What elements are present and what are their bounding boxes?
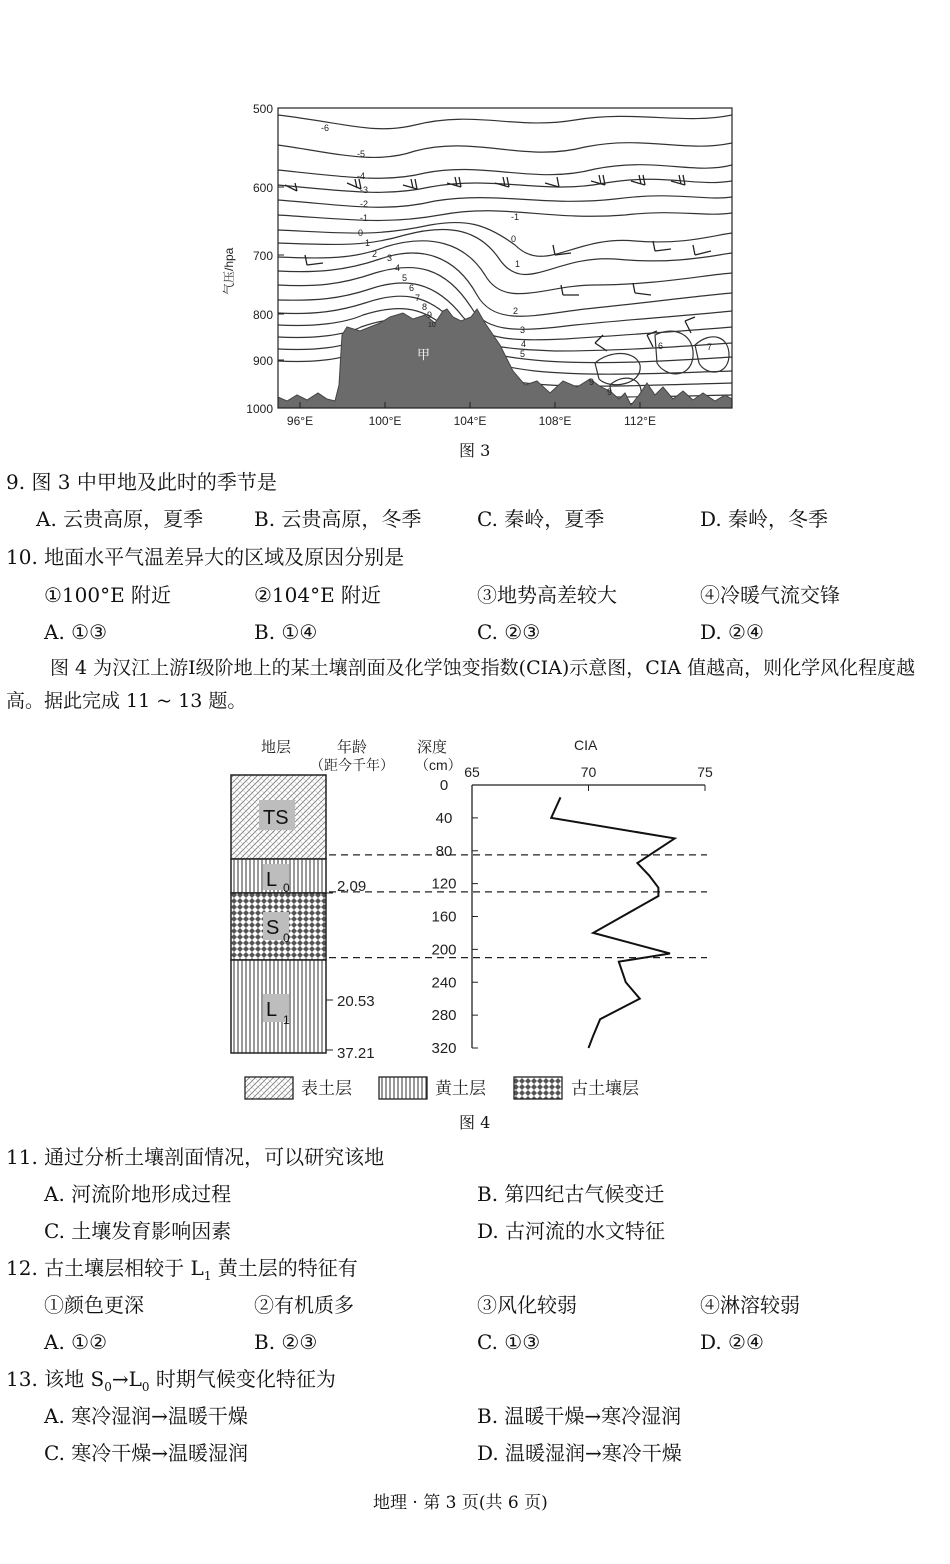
- q11-option-d[interactable]: D. 古河流的水文特征: [477, 1219, 666, 1243]
- contour-label: 8: [422, 302, 428, 312]
- y-tick-label: 600: [252, 181, 273, 195]
- x-tick-label: 100°E: [368, 414, 402, 428]
- contour-label: 9: [607, 387, 613, 397]
- age-label: 20.53: [337, 993, 375, 1010]
- contour-label: 9: [427, 310, 433, 320]
- x-tick-label: 112°E: [624, 414, 656, 428]
- y-tick-label: 700: [252, 249, 273, 263]
- depth-tick-label: 280: [431, 1007, 457, 1025]
- q11-option-a[interactable]: A. 河流阶地形成过程: [44, 1182, 232, 1206]
- contour-label: -5: [357, 149, 366, 159]
- legend-swatch-loess: [379, 1077, 427, 1099]
- figure-4: [225, 730, 720, 1130]
- q11-option-b[interactable]: B. 第四纪古气候变迁: [477, 1182, 665, 1206]
- layer-l1-label: L: [266, 999, 278, 1021]
- terrain-label: 甲: [417, 347, 431, 362]
- q10-item-4: ④冷暖气流交锋: [700, 583, 840, 607]
- contour-label: 6: [658, 341, 664, 351]
- q10-option-a[interactable]: A. ①③: [44, 620, 108, 644]
- q9-option-d[interactable]: D. 秦岭，冬季: [700, 507, 829, 531]
- contour-label: 1: [365, 238, 371, 248]
- contour-label: 0: [511, 234, 517, 244]
- col-header-depth: 深度: [417, 739, 448, 756]
- contour-label: 0: [358, 228, 364, 238]
- contour-label: 2: [513, 306, 519, 316]
- q9-option-b[interactable]: B. 云贵高原，冬季: [254, 507, 422, 531]
- layer-l1-subscript: 1: [283, 1013, 290, 1027]
- depth-tick-label: 0: [439, 777, 449, 794]
- depth-tick-label: 40: [435, 809, 453, 827]
- x-tick-label: 96°E: [286, 414, 314, 428]
- depth-axis-ticks: [472, 785, 478, 1048]
- depth-axis-tick-labels: [431, 777, 456, 1057]
- y-tick-label: 500: [252, 102, 273, 116]
- depth-tick-label: 80: [435, 842, 453, 860]
- contour-label: 10: [428, 322, 436, 329]
- q13-option-d[interactable]: D. 温暖湿润→寒冷干燥: [477, 1441, 682, 1465]
- q12-option-b[interactable]: B. ②③: [254, 1330, 318, 1354]
- cia-axis-title: CIA: [574, 737, 598, 753]
- figure-3-caption: 图 3: [459, 441, 491, 460]
- contour-label: -3: [360, 185, 369, 195]
- figure-4-caption: 图 4: [459, 1113, 491, 1132]
- q12-item-3: ③风化较弱: [477, 1293, 577, 1317]
- x-tick-label: 104°E: [453, 414, 487, 428]
- x-tick-labels: [287, 414, 656, 428]
- q13-stem-sub2: 0: [141, 1380, 150, 1394]
- contour-label: -1: [511, 212, 520, 222]
- layer-l0-label: L: [266, 869, 278, 891]
- contour-label: 7: [707, 342, 713, 352]
- q12-item-4: ④淋溶较弱: [700, 1293, 800, 1317]
- depth-tick-label: 240: [431, 974, 457, 992]
- q9-stem: 9. 图 3 中甲地及此时的季节是: [6, 470, 277, 494]
- cia-tick-label: 65: [464, 764, 480, 780]
- cia-axis-tick-labels: [464, 764, 713, 780]
- q9-option-a[interactable]: A. 云贵高原，夏季: [36, 507, 204, 531]
- q13-option-b[interactable]: B. 温暖干燥→寒冷湿润: [477, 1404, 682, 1428]
- y-tick-label: 1000: [246, 402, 273, 416]
- contour-label: 2: [372, 249, 378, 259]
- age-label: 37.21: [337, 1045, 375, 1062]
- cia-axis-ticks: [472, 785, 705, 791]
- layer-boundaries: [329, 855, 707, 958]
- legend-swatch-paleosol: [514, 1077, 562, 1099]
- q10-option-c[interactable]: C. ②③: [477, 620, 541, 644]
- legend-label-paleosol: 古土壤层: [571, 1079, 639, 1098]
- q9-option-c[interactable]: C. 秦岭，夏季: [477, 507, 605, 531]
- contour-label: -2: [360, 199, 369, 209]
- x-tick-label: 108°E: [538, 414, 572, 428]
- q10-option-d[interactable]: D. ②④: [700, 620, 764, 644]
- q13-stem: [6, 1367, 336, 1399]
- q12-stem-sub: 1: [203, 1269, 212, 1283]
- q13-stem-a: 13. 该地 S: [6, 1367, 105, 1391]
- col-header-layer: 地层: [261, 739, 292, 756]
- wind-barbs: [285, 175, 711, 351]
- layer-l0-subscript: 0: [283, 881, 290, 895]
- cia-tick-label: 75: [697, 764, 713, 780]
- layer-s0-label: S: [266, 917, 280, 939]
- page-footer: 地理 · 第 3 页(共 6 页): [373, 1493, 548, 1513]
- q12-item-1: ①颜色更深: [44, 1293, 144, 1317]
- q12-option-c[interactable]: C. ①③: [477, 1330, 541, 1354]
- q12-item-2: ②有机质多: [254, 1293, 354, 1317]
- legend-label-loess: 黄土层: [435, 1079, 486, 1098]
- q13-stem-c: 时期气候变化特征为: [149, 1367, 336, 1391]
- q10-item-2: ②104°E 附近: [254, 583, 382, 607]
- col-header-depth-unit: （cm）: [415, 757, 462, 773]
- depth-tick-label: 320: [431, 1040, 457, 1057]
- age-label: 2.09: [337, 878, 367, 895]
- q13-stem-sub1: 0: [104, 1380, 112, 1394]
- depth-tick-label: 200: [431, 941, 457, 959]
- figure-4-intro: 图 4 为汉江上游Ⅰ级阶地上的某土壤剖面及化学蚀变指数(CIA)示意图，CIA 值越高，则化学风化程度越高。据此完成 11 ~ 13 题。: [6, 657, 916, 712]
- figure-4-svg: [225, 730, 720, 1130]
- q11-option-c[interactable]: C. 土壤发育影响因素: [44, 1219, 232, 1243]
- contour-label: 5: [402, 273, 408, 283]
- q13-option-a[interactable]: A. 寒冷湿润→温暖干燥: [44, 1404, 248, 1428]
- y-tick-label: 800: [252, 308, 273, 322]
- y-tick-label: 900: [252, 354, 273, 368]
- depth-tick-label: 120: [431, 875, 457, 893]
- q11-stem: 11. 通过分析土壤剖面情况，可以研究该地: [6, 1145, 385, 1169]
- contour-label: 6: [409, 283, 415, 293]
- terrain-silhouette: [278, 309, 732, 408]
- figure-3-svg: [215, 95, 735, 460]
- legend-label-topsoil: 表土层: [301, 1079, 352, 1098]
- q12-option-d[interactable]: D. ②④: [700, 1330, 764, 1354]
- figure-3: [215, 95, 735, 460]
- legend-swatch-topsoil: [245, 1077, 293, 1099]
- contour-label: 1: [515, 259, 521, 269]
- layer-s0-subscript: 0: [283, 931, 290, 945]
- q12-stem: [6, 1256, 358, 1288]
- contour-label: -6: [321, 123, 330, 133]
- contour-label: 5: [520, 349, 526, 359]
- cia-series-line: [551, 797, 675, 1048]
- contour-label: 4: [521, 339, 527, 349]
- col-header-age-unit: （距今千年）: [310, 757, 394, 773]
- col-header-age: 年龄: [337, 739, 368, 756]
- y-axis-label: 气压/hpa: [222, 247, 236, 295]
- q10-option-b[interactable]: B. ①④: [254, 620, 318, 644]
- q13-stem-b: →L: [111, 1367, 142, 1391]
- contour-label: -4: [357, 171, 366, 181]
- q12-stem-pre: 12. 古土壤层相较于 L: [6, 1256, 204, 1280]
- age-labels: [337, 878, 375, 1062]
- layer-ts-label: TS: [263, 807, 289, 829]
- contour-label: 4: [395, 263, 401, 273]
- q13-option-c[interactable]: C. 寒冷干燥→温暖湿润: [44, 1441, 249, 1465]
- y-tick-marks: [278, 108, 284, 408]
- depth-tick-label: 160: [431, 908, 457, 926]
- figure-4-headers: [261, 737, 598, 773]
- contour-label: 3: [520, 325, 526, 335]
- cia-tick-label: 70: [580, 764, 597, 780]
- q12-stem-post: 黄土层的特征有: [211, 1256, 358, 1280]
- q12-option-a[interactable]: A. ①②: [44, 1330, 108, 1354]
- q10-item-1: ①100°E 附近: [44, 583, 172, 607]
- contour-label: 7: [415, 293, 421, 303]
- q10-item-3: ③地势高差较大: [477, 583, 617, 607]
- age-ticks: [326, 893, 333, 1050]
- contour-label: -1: [360, 213, 369, 223]
- contour-label: 3: [387, 253, 393, 263]
- y-tick-labels: [246, 102, 273, 416]
- q10-stem: 10. 地面水平气温差异大的区域及原因分别是: [6, 545, 405, 569]
- contour-label: 9: [589, 377, 595, 387]
